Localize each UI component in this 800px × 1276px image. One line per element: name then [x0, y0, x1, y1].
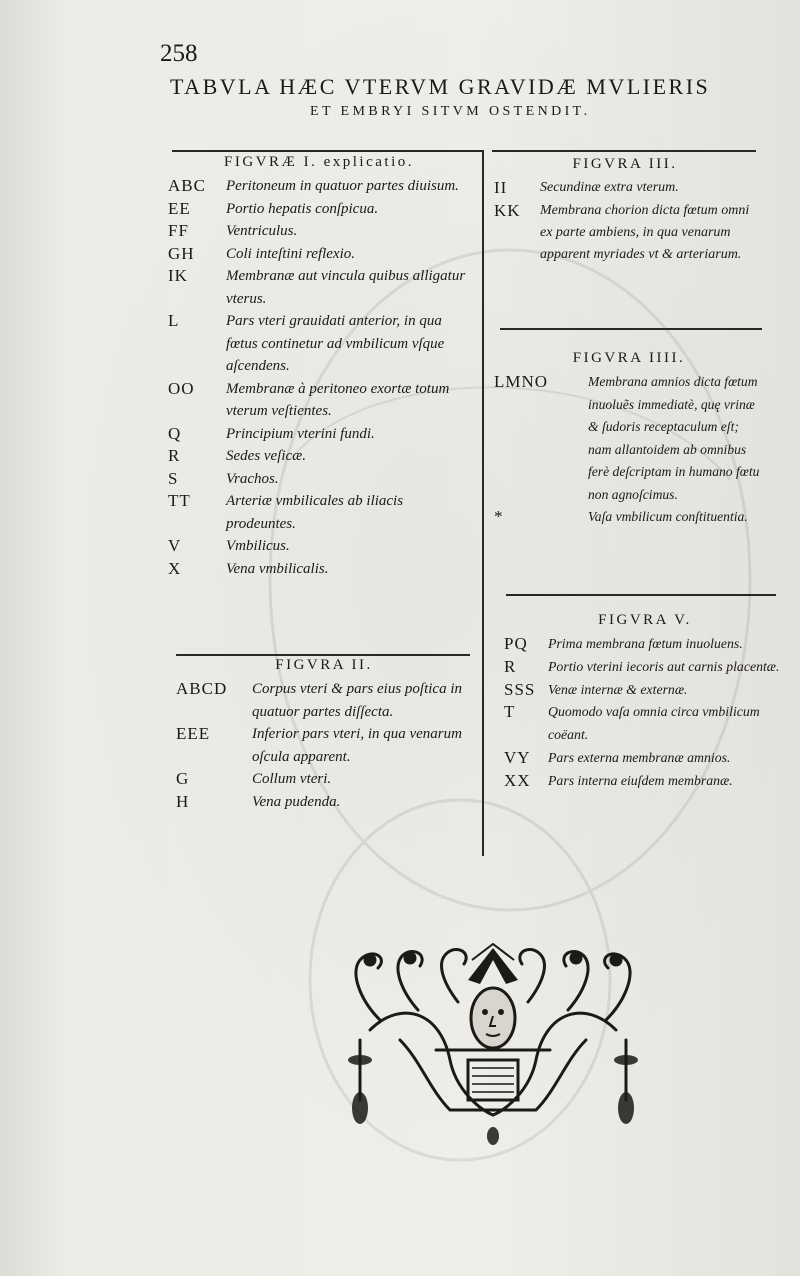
legend-description: Coli inteſtini reflexio. [226, 245, 356, 262]
legend-entry [504, 679, 786, 702]
legend-key: KK [494, 200, 521, 220]
legend-description: Inferior pars vteri, in qua venarum oſcula apparent. [252, 726, 462, 765]
legend-entry [504, 770, 786, 793]
legend-key: Q [168, 423, 182, 443]
legend-key: EE [168, 198, 191, 218]
legend-entry [168, 220, 470, 243]
legend-key: ABCD [176, 679, 228, 698]
figure-4-heading: FIGVRA IIII. [572, 350, 686, 366]
legend-key: OO [168, 378, 195, 398]
figure-5-heading: FIGVRA V. [598, 612, 692, 628]
legend-description: Membranæ aut vincula quibus alligatur vterus. [226, 268, 466, 307]
legend-description: Vaſa vmbilicum conſtituentia. [588, 509, 748, 524]
ornamental-woodcut-icon [340, 940, 646, 1150]
legend-entry [168, 423, 470, 446]
figure-3-legend [494, 156, 756, 266]
legend-description: Vmbilicus. [226, 538, 290, 554]
legend-key: T [504, 702, 516, 722]
legend-key: H [176, 791, 190, 811]
legend-description: Venæ internæ & externæ. [548, 681, 688, 697]
legend-entry [168, 558, 470, 581]
legend-description: Sedes veſicæ. [226, 448, 306, 464]
figure-1-legend [168, 154, 470, 580]
legend-entry [494, 200, 756, 266]
legend-key: XX [504, 770, 531, 790]
legend-key: TT [168, 491, 191, 510]
legend-entry [176, 791, 472, 814]
legend-entry [168, 535, 470, 558]
legend-key: IK [168, 266, 188, 285]
legend-description: Peritoneum in quatuor partes diuisum. [226, 178, 459, 194]
legend-key: L [168, 311, 180, 330]
legend-key: II [494, 178, 508, 197]
legend-description: Pars vteri grauidati anterior, in qua fœtus continetur ad vmbilicum vſque aſcendens. [226, 313, 445, 374]
figure-4-legend [494, 350, 764, 529]
legend-key: G [176, 769, 190, 788]
legend-description: Pars interna eiuſdem membranæ. [548, 772, 733, 788]
legend-entry [168, 468, 470, 491]
legend-description: Membranæ à peritoneo exortæ totum vterum veſtientes. [226, 380, 450, 419]
legend-description: Portio vterini iecoris aut carnis placentæ. [548, 658, 780, 674]
legend-description: Arteriæ vmbilicales ab iliacis prodeuntes. [226, 493, 404, 532]
figure-2-legend [176, 657, 472, 813]
legend-key: V [168, 536, 182, 555]
legend-entry [176, 768, 472, 791]
figure-4-rule [500, 328, 762, 330]
legend-key: R [168, 446, 181, 465]
legend-entry [168, 310, 470, 378]
page-subtitle: ET EMBRYI SITVM OSTENDIT. [310, 104, 591, 119]
legend-entry [494, 177, 756, 200]
legend-entry [168, 378, 470, 423]
figure-3-heading: FIGVRA III. [572, 156, 678, 172]
legend-entry [494, 371, 764, 506]
legend-description: Secundinæ extra vterum. [540, 180, 679, 195]
top-rule-left [172, 150, 484, 152]
legend-key: S [168, 468, 179, 488]
top-rule-right [492, 150, 756, 152]
legend-description: Quomodo vaſa omnia circa vmbilicum coëant. [548, 704, 760, 743]
legend-key: FF [168, 221, 189, 240]
figure-5-legend [504, 612, 786, 793]
legend-entry [168, 198, 470, 221]
column-divider [482, 150, 484, 856]
legend-key: LMNO [494, 372, 549, 391]
legend-description: Membrana amnios dicta fœtum inuoluẽs immediatè, quę vrinæ & ſudoris receptaculum eſt; nam allantoidem ab omnibus ferè deſcriptam in humano fœtu non agnoſcimus. [588, 374, 760, 502]
legend-entry [494, 506, 764, 529]
legend-description: Collum vteri. [252, 771, 332, 787]
legend-description: Ventriculus. [226, 223, 298, 239]
page-number: 258 [160, 40, 198, 67]
figure-2-heading: FIGVRA II. [275, 657, 373, 673]
legend-description: Vena pudenda. [252, 793, 341, 810]
legend-description: Membrana chorion dicta fœtum omni ex parte ambiens, in qua venarum apparent myriades vt & arteriarum. [540, 202, 750, 262]
legend-key: R [504, 656, 517, 676]
legend-key: GH [168, 243, 195, 263]
legend-entry [168, 265, 470, 310]
legend-key: VY [504, 747, 531, 767]
page-title: TABVLA HÆC VTERVM GRAVIDÆ MVLIERIS [170, 74, 711, 99]
legend-description: Prima membrana fœtum inuoluens. [548, 636, 743, 651]
legend-key: PQ [504, 634, 528, 653]
legend-entry [504, 656, 786, 679]
legend-entry [176, 678, 472, 723]
legend-key: * [494, 507, 504, 526]
legend-entry [504, 701, 786, 747]
legend-entry [168, 490, 470, 535]
figure-1-heading: FIGVRÆ I. explicatio. [224, 154, 414, 170]
legend-key: X [168, 558, 182, 578]
legend-entry [176, 723, 472, 768]
legend-entry [168, 445, 470, 468]
figure-5-rule [506, 594, 776, 596]
legend-key: ABC [168, 176, 206, 195]
figure-2-rule [176, 654, 470, 656]
legend-key: EEE [176, 724, 211, 743]
legend-entry [168, 175, 470, 198]
legend-description: Principium vterini fundi. [226, 425, 375, 442]
legend-entry [504, 633, 786, 656]
legend-description: Portio hepatis conſpicua. [226, 200, 379, 217]
legend-entry [168, 243, 470, 266]
legend-description: Vena vmbilicalis. [226, 560, 329, 577]
legend-entry [504, 747, 786, 770]
legend-description: Corpus vteri & pars eius poſtica in quatuor partes diſſecta. [252, 681, 462, 720]
legend-key: SSS [504, 679, 536, 699]
legend-description: Vrachos. [226, 470, 279, 487]
legend-description: Pars externa membranæ amnios. [548, 749, 731, 765]
